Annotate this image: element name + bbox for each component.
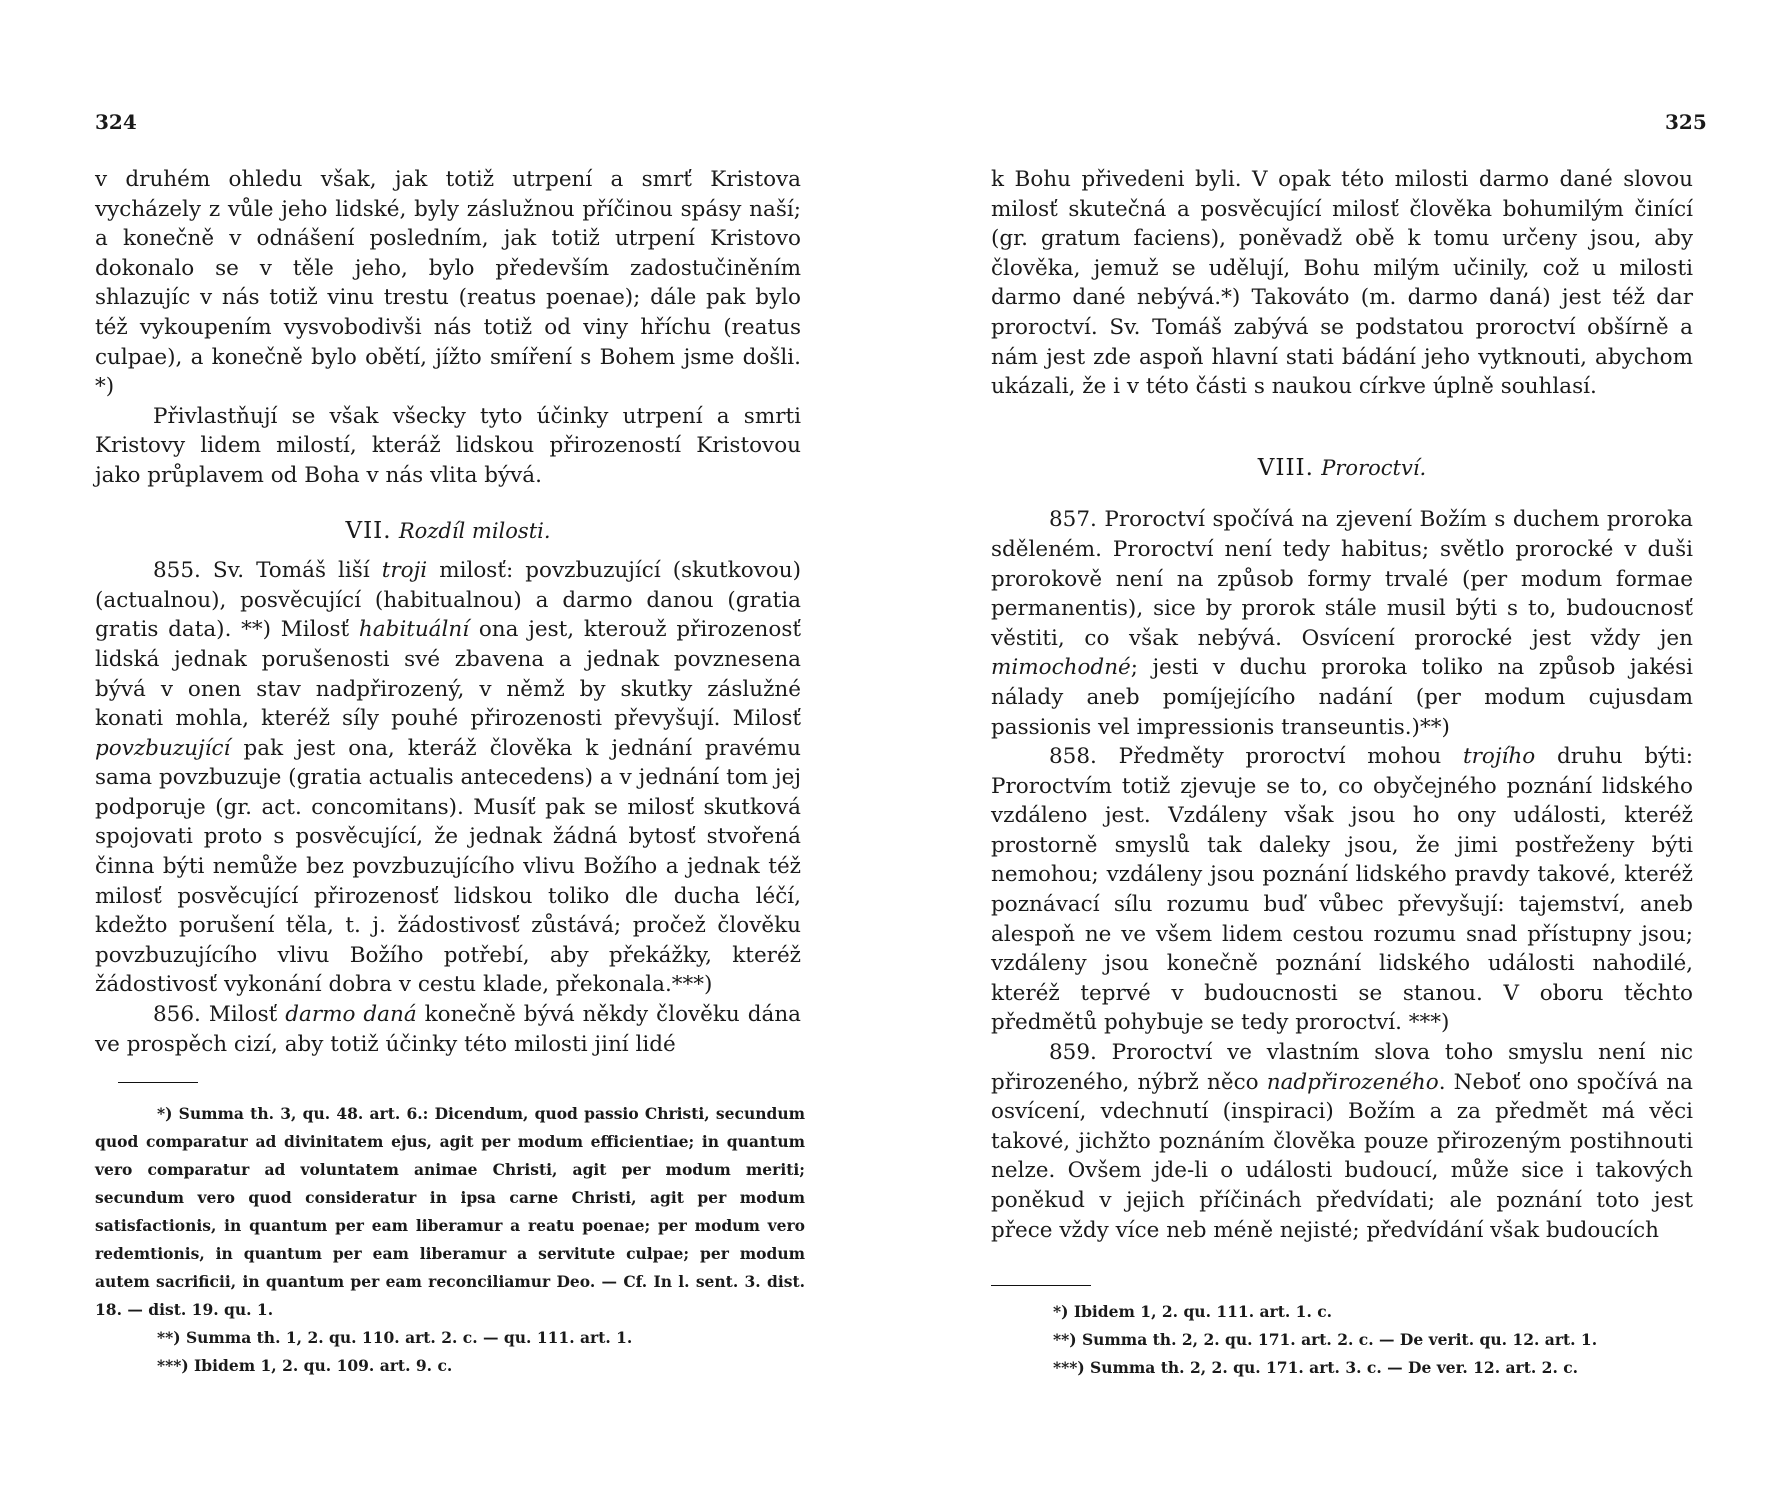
- text-run: ; jesti v duchu proroka toliko na způsob jakési nálady aneb pomíjejícího nadání (per modum cujusdam passionis vel impressionis transeuntis.)**): [991, 655, 1693, 740]
- text-run: 857. Proroctví spočívá na zjevení Božím s duchem proroka sděleném. Proroctví není tedy habitus; světlo prorocké v duši prorokově není na způsob formy trvalé (per modum formae permanentis), sice by prorok stále musil býti s to, budoucnosť věstiti, co však nebývá. Osvícení prorocké jest vždy jen: [991, 507, 1693, 651]
- paragraph-859: [991, 1038, 1693, 1245]
- emphasis: nadpřirozeného: [1266, 1069, 1439, 1095]
- paragraph-855: [95, 556, 801, 1000]
- page-body: [95, 165, 801, 1059]
- emphasis: darmo daná: [285, 1002, 417, 1028]
- emphasis: habituální: [358, 617, 470, 643]
- text-run: 855. Sv. Tomáš liší: [153, 558, 382, 584]
- paragraph: v druhém ohledu však, jak totiž utrpení a smrť Kristova vycházely z vůle jeho lidské, byly záslužnou příčinou spásy naší; a konečně v odnášení posledním, jak totiž utrpení Kristovo dokonalo se v těle jeho, bylo především zadostučiněním shlazujíc v nás totiž vinu trestu (reatus poenae); dále pak bylo též vykoupením vysvobodivši nás totiž od viny hříchu (reatus culpae), a konečně bylo obětí, jížto smíření s Bohem jsme došli. *): [95, 167, 801, 400]
- section-heading: [95, 517, 801, 547]
- text-run: 859. Proroctví ve vlastním slova toho smyslu není nic přirozeného, nýbrž něco: [991, 1040, 1693, 1095]
- emphasis: povzbuzující: [95, 735, 231, 761]
- text-run: 858. Předměty proroctví mohou: [1049, 744, 1463, 770]
- footnote: **) Summa th. 1, 2. qu. 110. art. 2. c. — qu. 111. art. 1.: [157, 1328, 633, 1347]
- footnote-divider: [991, 1285, 1091, 1286]
- emphasis: mimochodné: [991, 655, 1131, 681]
- paragraph: Přivlastňují se však všecky tyto účinky utrpení a smrti Kristovy lidem milostí, kteráž lidskou přirozeností Kristovou jako průplavem od Boha v nás vlita bývá.: [95, 403, 801, 488]
- footnotes: [991, 1298, 1693, 1382]
- emphasis: troji: [381, 558, 428, 584]
- footnote: ***) Ibidem 1, 2. qu. 109. art. 9. c.: [157, 1356, 453, 1375]
- section-title: Proroctví.: [1321, 455, 1427, 480]
- section-title: Rozdíl milosti.: [398, 518, 551, 543]
- page-number: 324: [95, 110, 137, 134]
- right-page: [893, 0, 1786, 1500]
- text-run: 856. Milosť: [153, 1002, 286, 1028]
- footnote: *) Summa th. 3, qu. 48. art. 6.: Dicendum, quod passio Christi, secundum quod comparatur ad divinitatem ejus, agit per modum efficientiae; in quantum vero comparatur ad voluntatem animae Christi, agit per modum meriti; secundum vero quod consideratur in ipsa carne Christi, agit per modum satisfactionis, in quantum per eam liberamur a reatu poenae; per modum vero redemtionis, in quantum per eam liberamur a servitute culpae; per modum autem sacrificii, in quantum per eam reconciliamur Deo. — Cf. In l. sent. 3. dist. 18. — dist. 19. qu. 1.: [95, 1104, 805, 1319]
- footnote: ***) Summa th. 2, 2. qu. 171. art. 3. c. — De ver. 12. art. 2. c.: [1053, 1358, 1579, 1377]
- text-run: . Neboť ono spočívá na osvícení, vdechnutí (inspiraci) Božím a za předmět má věci takové, jichžto poznáním člověka pouze přirozeným postihnouti nelze. Ovšem jde-li o události budoucí, může sice i takových poněkud v jejich příčinách předvídati; ale poznání toto jest přece vždy více neb méně nejisté; předvídání však budoucích: [991, 1069, 1693, 1243]
- section-number: VIII.: [1257, 454, 1314, 481]
- text-run: milosť: povzbuzující (skutkovou) (actualnou), posvěcující (habitualnou) a darmo danou (gratia gratis data). **) Milosť: [95, 558, 801, 643]
- section-number: VII.: [345, 517, 392, 544]
- text-run: pak jest ona, kteráž člověka k jednání pravému sama povzbuzuje (gratia actualis antecedens) a v jednání tom jej podporuje (gr. act. concomitans). Musíť pak se milosť skutková spojovati proto s posvěcující, že jednak žádná bytosť stvořená činna býti nemůže bez povzbuzujícího vlivu Božího a jednak též milosť posvěcující přirozenosť lidskou toliko dle ducha léčí, kdežto porušení těla, t. j. žádostivosť zůstává; pročež člověku povzbuzujícího vlivu Božího potřebí, aby překážky, kteréž žádostivosť vykonání dobra v cestu klade, překonala.***): [95, 735, 801, 998]
- section-heading: [991, 454, 1693, 484]
- text-run: konečně bývá někdy člověku dána ve prospěch cizí, aby totiž účinky této milosti jiní lidé: [95, 1002, 801, 1057]
- emphasis: trojího: [1463, 744, 1536, 770]
- paragraph-856: [95, 1000, 801, 1059]
- paragraph-858: [991, 742, 1693, 1038]
- footnote: *) Ibidem 1, 2. qu. 111. art. 1. c.: [1053, 1302, 1333, 1321]
- text-run: ona jest, kterouž přirozenosť lidská jednak porušenosti své zbavena a jednak povznesena bývá v onen stav nadpřirozený, v němž by skutky záslužné konati mohla, kteréž síly pouhé přirozenosti převyšují. Milosť: [95, 617, 801, 732]
- footnote-divider: [118, 1082, 198, 1083]
- text-run: druhu býti: Proroctvím totiž zjevuje se to, co obyčejného poznání lidského vzdáleno jest. Vzdáleny však jsou ho ony události, kteréž prostorně smyslů tak daleky jsou, že jimi postřeženy býti nemohou; vzdáleny jsou poznání lidského pravdy takové, kteréž poznávací sílu rozumu buď vůbec převyšují: tajemství, aneb alespoň ne ve všem lidem cestou rozumu snad přístupny jsou; vzdáleny jsou konečně poznání lidského události nahodilé, kteréž teprvé v budoucnosti se stanou. V oboru těchto předmětů pohybuje se tedy proroctví. ***): [991, 744, 1694, 1036]
- page-number: 325: [1665, 110, 1707, 134]
- footnote: **) Summa th. 2, 2. qu. 171. art. 2. c. — De verit. qu. 12. art. 1.: [1053, 1330, 1598, 1349]
- paragraph-857: [991, 505, 1693, 742]
- page-body: [991, 165, 1693, 1245]
- footnotes: [95, 1100, 805, 1380]
- paragraph: k Bohu přivedeni byli. V opak této milosti darmo dané slovou milosť skutečná a posvěcující milosť člověka bohumilým činící (gr. gratum faciens), poněvadž obě k tomu určeny jsou, aby člověka, jemuž se udělují, Bohu milým učinily, což u milosti darmo dané nebývá.*) Takováto (m. darmo daná) jest též dar proroctví. Sv. Tomáš zabývá se podstatou proroctví obšírně a nám jest zde aspoň hlavní stati bádání jeho vytknouti, abychom ukázali, že i v této části s naukou církve úplně souhlasí.: [991, 167, 1693, 400]
